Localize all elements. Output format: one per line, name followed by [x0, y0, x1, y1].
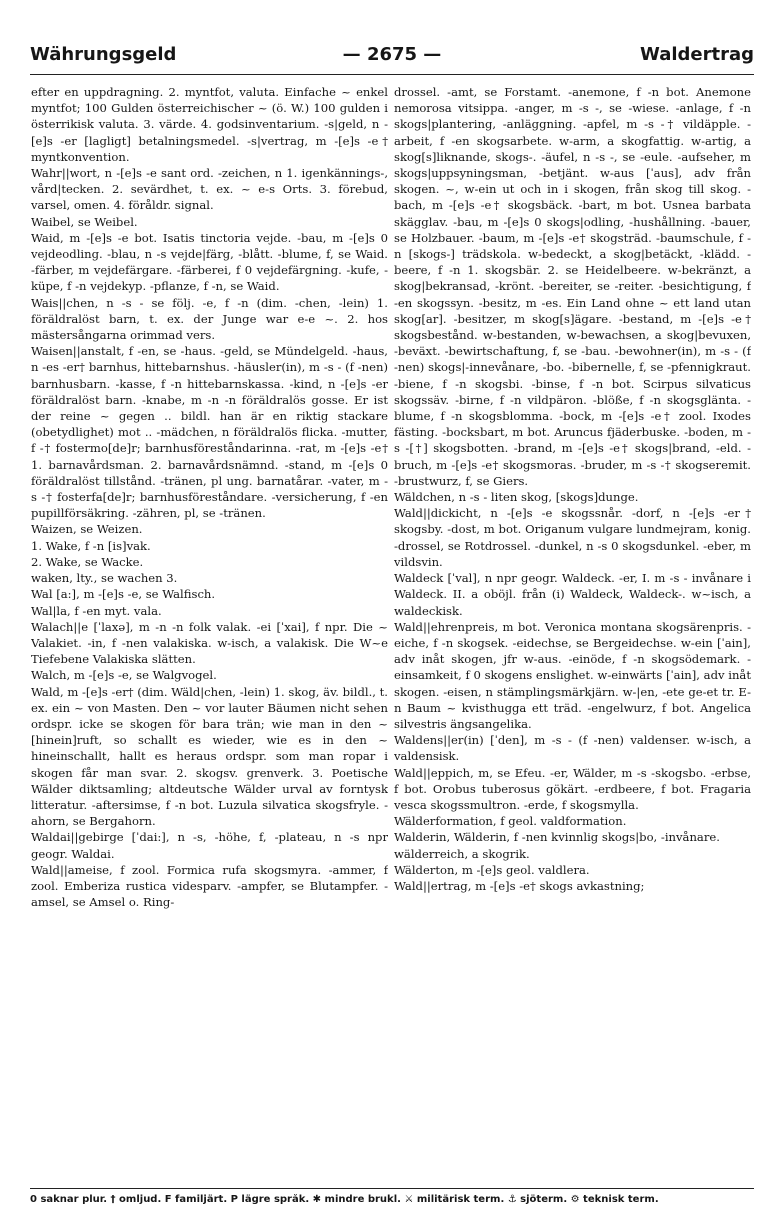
abbreviation-legend: 0 saknar plur. † omljud. F familjärt. P lägre språk. ✱ mindre brukl. ⚔ militärisk term. ⚓ sjöterm. ⚙ teknisk term.: [30, 1194, 659, 1205]
entry: 1. Wake, f -n [is]vak.: [31, 538, 151, 553]
entry: Walderin, Wälderin, f -nen kvinnlig skogs|bo, -invånare.: [394, 830, 720, 845]
entry: efter en uppdragning. 2. myntfot, valuta. Einfache ~ enkel myntfot; 100 Gulden österreichischer ~ (ö. W.) 100 gulden i österrikisk valuta. 3. värde. 4. godsinventarium. -s|geld, n -[e]s -er [lagligt] betalningsmedel. -s|vertrag, m -[e]s -e† myntkonvention.: [31, 85, 388, 164]
page-number: — 2675 —: [342, 44, 442, 65]
entry: Wald||ameise, f zool. Formica rufa skogsmyra. -ammer, f zool. Emberiza rustica videsparv. -ampfer, se Blutampfer. -amsel, se Amsel o. Ring-: [31, 862, 388, 910]
entry: Waldai||gebirge [ˈdai:], n -s, -höhe, f, -plateau, n -s npr geogr. Waldai.: [31, 830, 388, 861]
entry: Wäldchen, n -s - liten skog, [skogs]dunge.: [394, 490, 639, 505]
entry: Walch, m -[e]s -e, se Walgvogel.: [31, 668, 217, 683]
page-header: [30, 40, 754, 74]
entry: Wald||ehrenpreis, m bot. Veronica montana skogsärenpris. -eiche, f -n skogsek. -eidechse, se Bergeidechse. w-ein [ˈain], adv inåt skogen, jfr w-aus. -einöde, f -n skogsödemark. -einsamkeit, f 0 skogens enslighet. w-einwärts [ˈain], adv inåt skogen. -eisen, n stämplingsmärkjärn. w-|en, -ete ge-et tr. E-n Baum ~ kvisthugga ett träd. -engelwurz, f bot. Angelica silvestris ängsangelika.: [394, 619, 751, 731]
entry: Waid, m -[e]s -e bot. Isatis tinctoria vejde. -bau, m -[e]s 0 vejdeodling. -blau, n -s vejde|färg, -blått. -blume, f, se Waid. -färber, m vejdefärgare. -färberei, f 0 vejdefärgning. -kufe, -küpe, f -n vejdekyp. -pflanze, f -n, se Waid.: [31, 230, 388, 294]
entry: Wahr||wort, n -[e]s -e sant ord. -zeichen, n 1. igenkännings-, vård|tecken. 2. sevärdhet, t. ex. ~ e-s Orts. 3. förebud, varsel, omen. 4. föråldr. signal.: [31, 166, 388, 213]
entry: Wald||eppich, m, se Efeu. -er, Wälder, m -s -skogsbo. -erbse, f bot. Orobus tuberosus gökärt. -erdbeere, f bot. Fragaria vesca skogssmultron. -erde, f skogsmylla.: [394, 765, 751, 812]
entry: Waldens||er(in) [ˈden], m -s - (f -nen) valdenser. w-isch, a valdensisk.: [394, 733, 751, 764]
entry: drossel. -amt, se Forstamt. -anemone, f -n bot. Anemone nemorosa vitsippa. -anger, m -s -, se -wiese. -anlage, f -n skogs|plantering, -anläggning. -apfel, m -s -† vildäpple. -arbeit, f -en skogsarbete. w-arm, a skogfattig. w-artig, a skog[s]liknande, skogs-. -äufel, n -s -, se -eule. -aufseher, m skogs|uppsyningsman, -betjänt. w-aus [ˈaus], adv från skogen. ~, w-ein ut och in i skogen, från skog till skog. -bach, m -[e]s -e† skogsbäck. -bart, m bot. Usnea barbata skägglav. -bau, m -[e]s 0 skogs|odling, -hushållning. -bauer, se Holzbauer. -baum, m -[e]s -e† skogsträd. -baumschule, f -n [skogs-] trädskola. w-bedeckt, a skog|betäckt, -klädd. -beere, f -n 1. skogsbär. 2. se Heidelbeere. w-bekränzt, a skog|bekransad, -krönt. -bereiter, se -reiter. -besichtigung, f -en skogssyn. -besitz, m -es. Ein Land ohne ~ ett land utan skog[ar]. -besitzer, m skog[s]ägare. -bestand, m -[e]s -e† skogsbestånd. w-bestanden, w-bewachsen, a skog|bevuxen, -beväxt. -bewirtschaftung, f, se -bau. -bewohner(in), m -s - (f -nen) skogs|-innevånare, -bo. -bibernelle, f, se -pfennigkraut. -biene, f -n skogsbi. -binse, f -n bot. Scirpus silvaticus skogssäv. -birne, f -n vildpäron. -blöße, f -n skogsglänta. -blume, f -n skogsblomma. -bock, m -[e]s -e† zool. Ixodes fästing. -bocksbart, m bot. Aruncus fjäderbuske. -boden, m -s -[†] skogsbotten. -brand, m -[e]s -e† skogs|brand, -eld. -bruch, m -[e]s -e† skogsmoras. -bruder, m -s -† skogseremit. -brustwurz, f, se Giers.: [394, 85, 751, 488]
entry: wälderreich, a skogrik.: [394, 846, 530, 861]
entry: Waldeck [ˈval], n npr geogr. Waldeck. -er, I. m -s - invånare i Waldeck. II. a oböjl. från (i) Waldeck, Waldeck-. w~isch, a waldeckisk.: [394, 571, 751, 618]
entry: Walach||e [ˈlaxə], m -n -n folk valak. -ei [ˈxai], f npr. Die ~ Valakiet. -in, f -nen valakiska. w-isch, a valakisk. Die W~e Tiefebene Valakiska slätten.: [31, 619, 388, 667]
entry: Wal|la, f -en myt. vala.: [31, 603, 162, 618]
entry: Waibel, se Weibel.: [31, 214, 138, 229]
right-column: [394, 84, 751, 1184]
right-running-head: Waldertrag: [639, 44, 754, 65]
entry: waken, lty., se wachen 3.: [31, 571, 178, 586]
entry: Wald, m -[e]s -er† (dim. Wäld|chen, -lein) 1. skog, äv. bildl., t. ex. ein ~ von Masten. Den ~ vor lauter Bäumen nicht sehen ordspr. icke se skogen för bara trän; wie man in den ~ [hinein]ruft, so schallt es wieder, wie es in den ~ hineinschallt, hallt es heraus ordspr. som man ropar i skogen får man svar. 2. skogsv. grenverk. 3. Poetische Wälder diktsamling; altdeutsche Wälder urval av forntysk litteratur. -aftersimse, f -n bot. Luzula silvatica skogsfryle. -ahorn, se Bergahorn.: [31, 684, 388, 829]
left-column: [31, 84, 388, 1184]
entry: Wald||ertrag, m -[e]s -e† skogs avkastning;: [394, 878, 645, 893]
entry: Waisen||anstalt, f -en, se -haus. -geld, se Mündelgeld. -haus, n -es -er† barnhus, hittebarnshus. -häusler(in), m -s - (f -nen) barnhusbarn. -kasse, f -n hittebarnskassa. -kind, n -[e]s -er föräldralöst barn. -knabe, m -n -n föräldralös gosse. Er ist der reine ~ gegen .. bildl. han är en riktig stackare (obetydlighet) mot .. -mädchen, n föräldralös flicka. -mutter, f -† fostermo[de]r; barnhusföreståndarinna. -rat, m -[e]s -e† 1. barnavårdsman. 2. barnavårdsnämnd. -stand, m -[e]s 0 föräldralöst tillstånd. -tränen, pl ung. barnatårar. -vater, m -s -† fosterfa[de]r; barnhusföreståndare. -versicherung, f -en pupillförsäkring. -zähren, pl, se -tränen.: [31, 344, 388, 521]
footer-rule: [30, 1188, 754, 1189]
entry: Wais||chen, n -s - se följ. -e, f -n (dim. -chen, -lein) 1. föräldralöst barn, t. ex. der Junge war e-e ~. 2. hos mästersångarna orimmad vers.: [31, 295, 388, 343]
entry: Wald||dickicht, n -[e]s -e skogssnår. -dorf, n -[e]s -er† skogsby. -dost, m bot. Origanum vulgare lundmejram, konig. -drossel, se Rotdrossel. -dunkel, n -s 0 skogsdunkel. -eber, m vildsvin.: [394, 506, 751, 569]
header-rule: [30, 74, 754, 75]
entry: Wälderformation, f geol. valdformation.: [394, 814, 627, 829]
entry: 2. Wake, se Wacke.: [31, 554, 144, 569]
entry: Wal [a:], m -[e]s -e, se Walfisch.: [31, 587, 216, 602]
left-running-head: Währungsgeld: [30, 44, 177, 65]
entry: Wälderton, m -[e]s geol. valdlera.: [394, 862, 590, 877]
entry: Waizen, se Weizen.: [31, 522, 143, 537]
